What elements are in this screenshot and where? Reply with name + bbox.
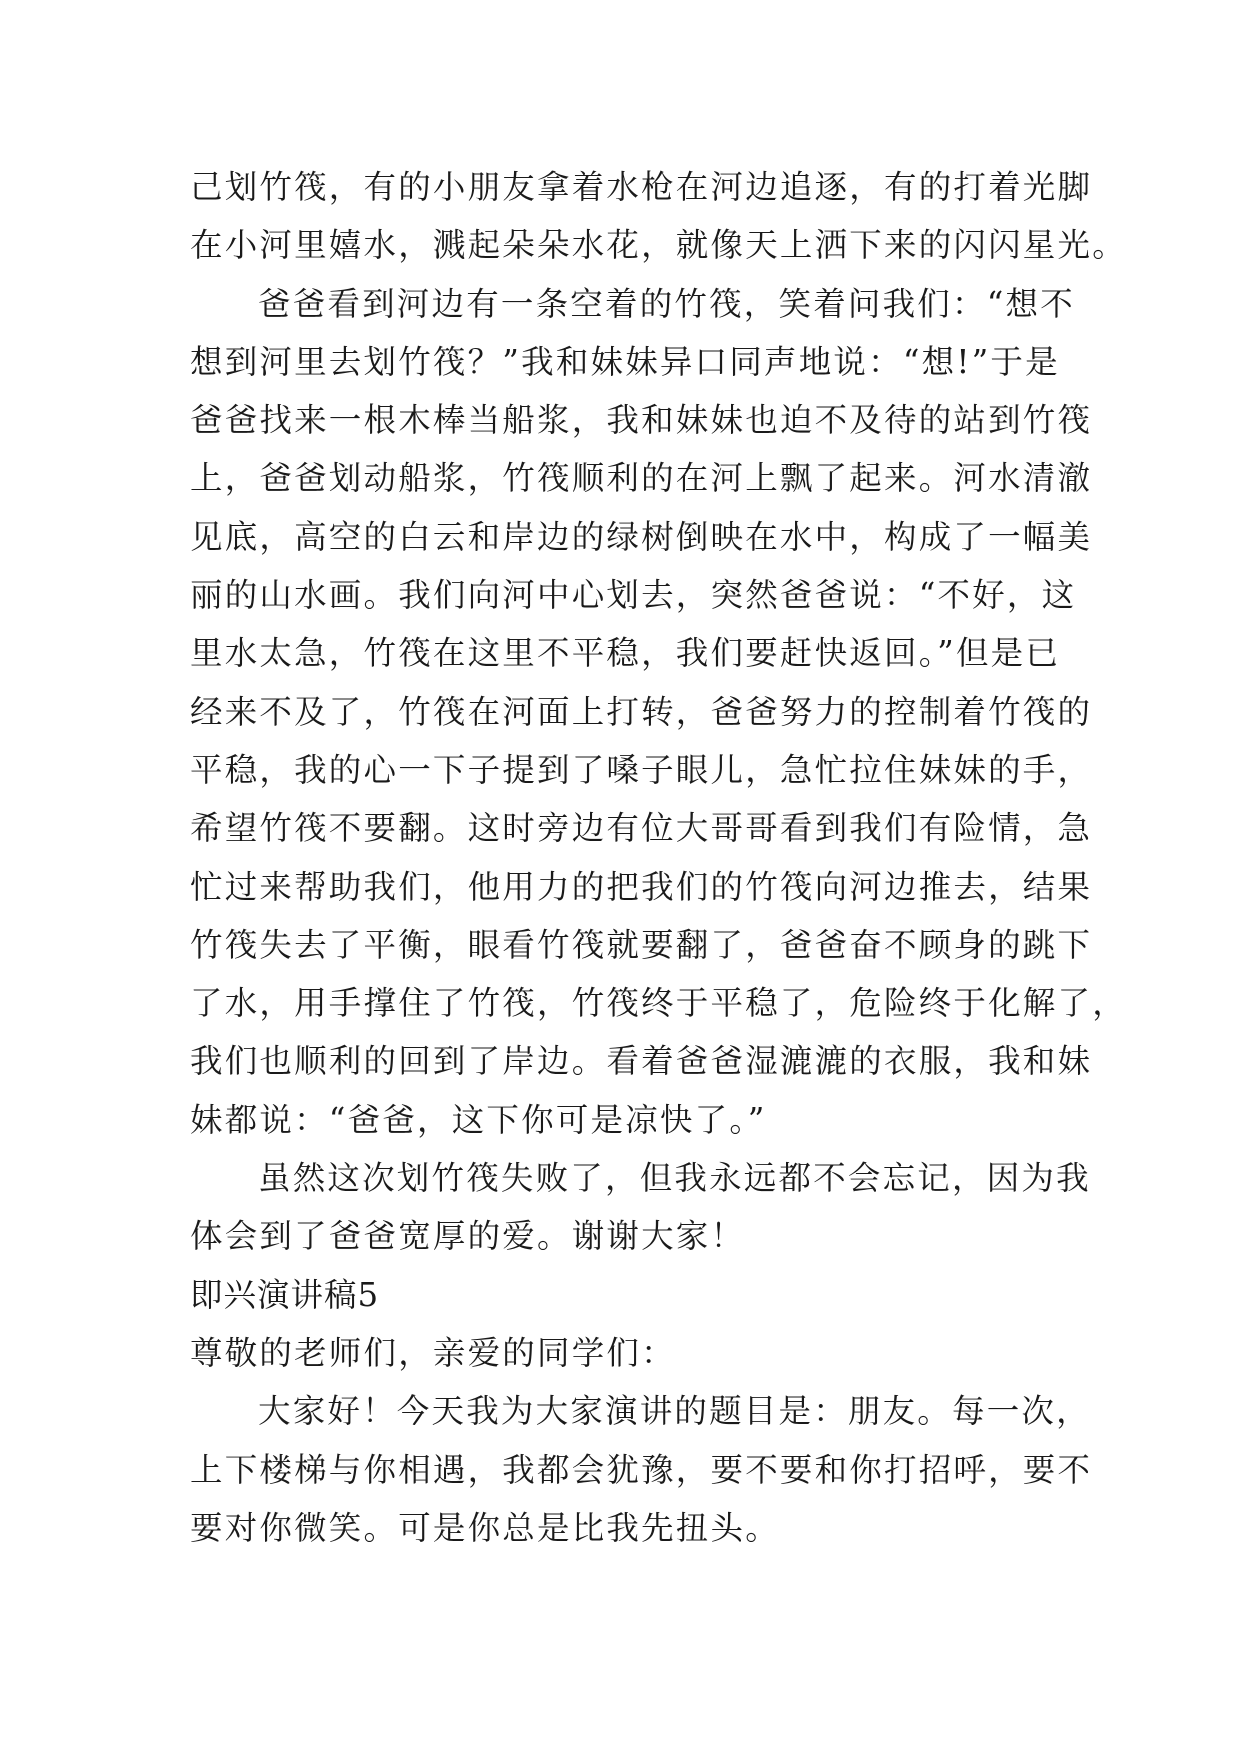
text-line: 丽的山水画。我们向河中心划去，突然爸爸说：“不好，这 — [190, 576, 1077, 615]
paragraph-conclusion — [190, 1149, 1091, 1266]
document-body — [190, 158, 1127, 1557]
text-line: 见底，高空的白云和岸边的绿树倒映在水中，构成了一幅美 — [190, 517, 1093, 556]
text-line: 要对你微笑。可是你总是比我先扭头。 — [190, 1508, 780, 1547]
text-line: 我们也顺利的回到了岸边。看着爸爸湿漉漉的衣服，我和妹 — [190, 1042, 1093, 1081]
section-heading: 即兴演讲稿5 — [190, 1275, 380, 1314]
salutation: 尊敬的老师们，亲爱的同学们： — [190, 1333, 676, 1372]
text-line: 里水太急，竹筏在这里不平稳，我们要赶快返回。”但是已 — [190, 634, 1061, 673]
text-line: 竹筏失去了平衡，眼看竹筏就要翻了，爸爸奋不顾身的跳下 — [190, 925, 1093, 964]
text-line: 上下楼梯与你相遇，我都会犹豫，要不要和你打招呼，要不 — [190, 1450, 1093, 1489]
text-line: 妹都说：“爸爸，这下你可是凉快了。” — [190, 1100, 767, 1139]
text-line: 大家好！今天我为大家演讲的题目是：朋友。每一次， — [258, 1392, 1091, 1431]
text-line: 体会到了爸爸宽厚的爱。谢谢大家！ — [190, 1217, 746, 1256]
paragraph-friends — [190, 1382, 1093, 1557]
paragraph-continued — [190, 158, 1127, 275]
text-line: 经来不及了，竹筏在河面上打转，爸爸努力的控制着竹筏的 — [190, 692, 1093, 731]
text-line: 在小河里嬉水，溅起朵朵水花，就像天上洒下来的闪闪星光。 — [190, 226, 1127, 265]
text-line: 爸爸找来一根木棒当船浆，我和妹妹也迫不及待的站到竹筏 — [190, 401, 1093, 440]
text-line: 希望竹筏不要翻。这时旁边有位大哥哥看到我们有险情，急 — [190, 809, 1093, 848]
paragraph-bamboo-raft — [190, 275, 1127, 1149]
text-line: 爸爸看到河边有一条空着的竹筏，笑着问我们：“想不 — [258, 284, 1075, 323]
text-line: 想到河里去划竹筏？”我和妹妹异口同声地说：“想!”于是 — [190, 342, 1060, 381]
text-line: 己划竹筏，有的小朋友拿着水枪在河边追逐，有的打着光脚 — [190, 168, 1093, 206]
text-line: 平稳，我的心一下子提到了嗓子眼儿，急忙拉住妹妹的手， — [190, 750, 1093, 789]
text-line: 虽然这次划竹筏失败了，但我永远都不会忘记，因为我 — [258, 1159, 1091, 1198]
text-line: 忙过来帮助我们，他用力的把我们的竹筏向河边推去，结果 — [190, 867, 1093, 906]
text-line: 了水，用手撑住了竹筏，竹筏终于平稳了，危险终于化解了， — [190, 984, 1127, 1023]
text-line: 上，爸爸划动船浆，竹筏顺利的在河上飘了起来。河水清澈 — [190, 459, 1093, 498]
